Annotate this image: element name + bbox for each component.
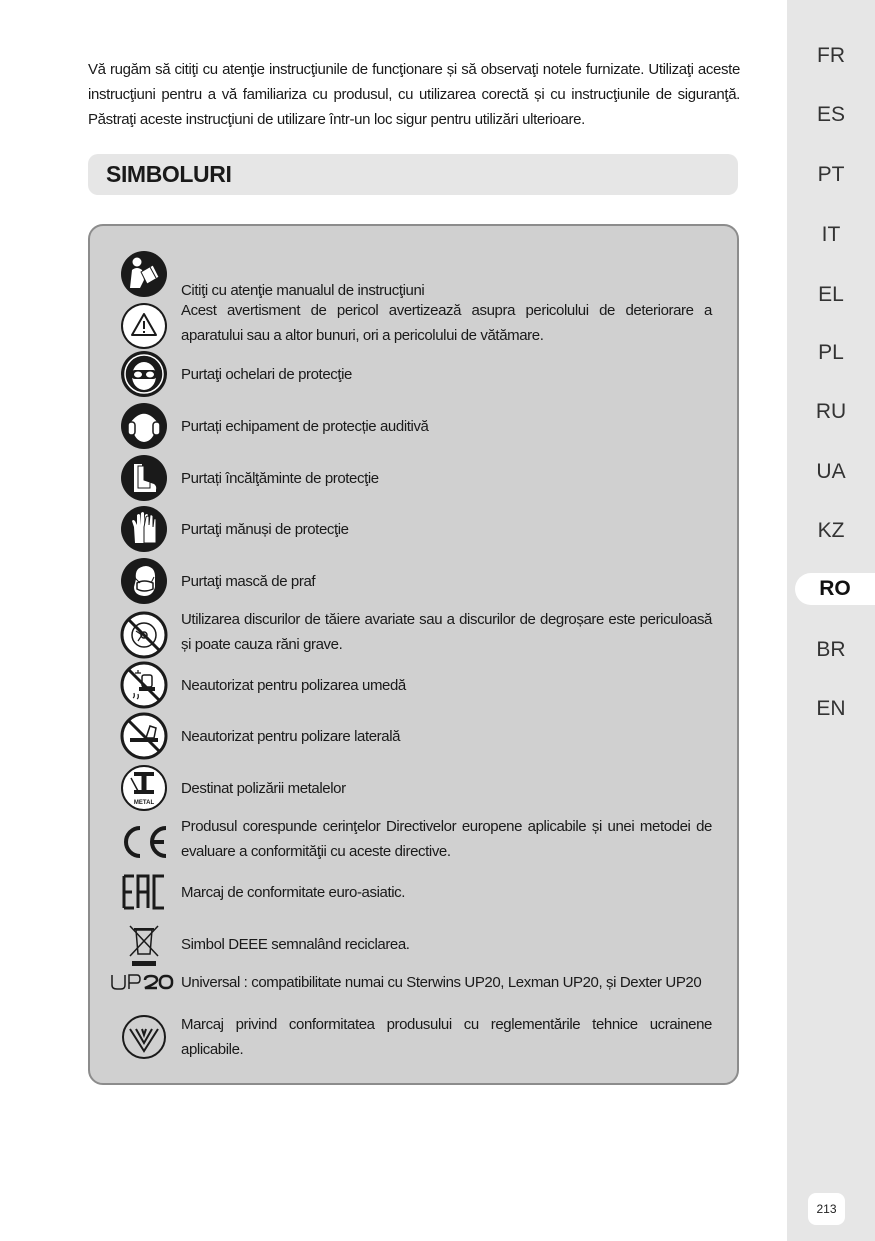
lang-tab-ru[interactable]: RU (815, 400, 847, 423)
symbol-description: Utilizarea discurilor de tăiere avariate sau a discurilor de degroșare este periculoasă și poate cauza răni grave. (181, 611, 712, 653)
ukrainian-conformity-icon (116, 1009, 172, 1065)
lang-tab-ua[interactable]: UA (816, 460, 846, 483)
section-title: SIMBOLURI (106, 161, 232, 187)
lang-tab-kz[interactable]: KZ (817, 519, 845, 542)
lang-tab-ro-active[interactable]: RO (795, 573, 875, 605)
symbol-description: Citiţi cu atenţie manualul de instrucţiuni (181, 282, 425, 299)
symbol-description: Destinat polizării metalelor (181, 780, 346, 797)
section-header (88, 154, 738, 195)
lang-tab-br[interactable]: BR (816, 638, 846, 661)
symbol-description: Purtaţi ochelari de protecţie (181, 366, 353, 383)
no-wet-polishing-icon (116, 657, 172, 713)
lang-tab-pt[interactable]: PT (817, 163, 845, 186)
no-damaged-disc-icon (116, 607, 172, 663)
symbol-description: Neautorizat pentru polizarea umedă (181, 677, 406, 694)
up20-logo-icon (108, 970, 176, 994)
symbol-description: Marcaj privind conformitatea produsului cu reglementările tehnice ucrainene aplicabile. (181, 1016, 712, 1058)
lang-tab-fr[interactable]: FR (817, 44, 845, 67)
symbol-description: Purtați echipament de protecție auditivă (181, 418, 429, 435)
symbol-description: Purtați încălţăminte de protecţie (181, 470, 379, 487)
symbol-description: Simbol DEEE semnalând reciclarea. (181, 936, 410, 953)
eac-mark-icon (116, 864, 172, 920)
symbol-description: Universal : compatibilitate numai cu Sterwins UP20, Lexman UP20, și Dexter UP20 (181, 974, 702, 991)
protective-gloves-icon (116, 501, 172, 557)
intro-paragraph: Vă rugăm să citiţi cu atenţie instrucţiunile de funcţionare și să observaţi notele furnizate. Utilizaţi aceste instrucţiuni pentru a vă familiariza cu produsul, cu utilizarea corectă și cu instrucţiunile de siguranţă. Păstraţi aceste instrucţiuni de utilizare într-un loc sigur pentru utilizări ulterioare. (88, 61, 740, 128)
symbol-description: Produsul corespunde cerinţelor Directivelor europene aplicabile și unei metodei de evaluare a conformităţii cu aceste directive. (181, 818, 712, 860)
metal-label: METAL (133, 800, 155, 806)
safety-goggles-icon (116, 346, 172, 402)
metal-grinding-icon (116, 760, 172, 816)
lang-tab-es[interactable]: ES (816, 103, 845, 126)
read-manual-icon (116, 246, 172, 302)
lang-tab-el[interactable]: EL (818, 283, 844, 306)
symbol-description: Purtaţi mască de praf (181, 573, 316, 590)
dust-mask-icon (116, 553, 172, 609)
lang-tab-en[interactable]: EN (816, 697, 846, 720)
lang-tab-it[interactable]: IT (821, 223, 841, 246)
safety-boots-icon (116, 450, 172, 506)
ear-protection-icon (116, 398, 172, 454)
page-number: 213 (808, 1193, 845, 1225)
symbol-description: Marcaj de conformitate euro-asiatic. (181, 884, 406, 901)
language-sidebar (787, 0, 875, 1241)
weee-bin-icon (116, 916, 172, 972)
no-side-grinding-icon (116, 708, 172, 764)
lang-tab-pl[interactable]: PL (818, 341, 844, 364)
symbol-description: Neautorizat pentru polizare laterală (181, 728, 401, 745)
ce-mark-icon (116, 814, 172, 870)
symbol-description: Acest avertisment de pericol avertizează asupra pericolului de deteriorare a aparatului sau a altor bunuri, ori a pericolului de vătămare. (181, 302, 712, 344)
symbol-description: Purtaţi mănuși de protecţie (181, 521, 349, 538)
symbols-panel (88, 224, 739, 1085)
